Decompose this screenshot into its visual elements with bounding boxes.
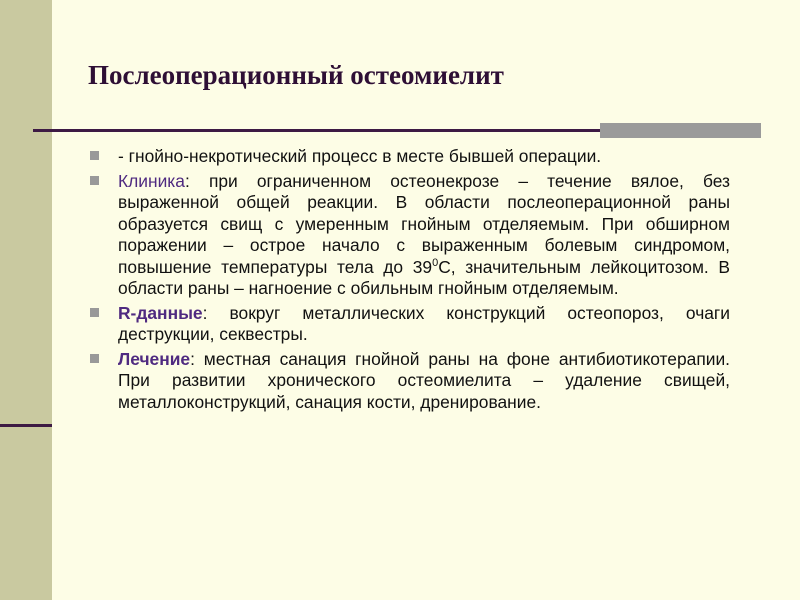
bullet-lead-treatment: Лечение <box>118 348 191 369</box>
bullet-text: : вокруг металлических конструкций остеопороз, очаги деструкции, секвестры. <box>118 302 730 344</box>
square-bullet-icon <box>90 176 99 185</box>
bullet-item-definition <box>90 146 730 168</box>
bullet-text-continued: С, значительным лейкоцитозом. В области раны – нагноение с обильным гнойным отделяемым. <box>118 256 730 298</box>
slide-title: Послеоперационный остеомиелит <box>88 60 504 90</box>
square-bullet-icon <box>90 354 99 363</box>
bullet-text: - гнойно-некротический процесс в месте бывшей операции. <box>118 146 602 166</box>
bullet-text: : местная санация гнойной раны на фоне антибиотикотерапии. При развитии хронического остеомиелита – удаление свищей, металлоконструкций, санация кости, дренирование. <box>118 348 730 412</box>
square-bullet-icon <box>90 308 99 317</box>
bullet-text: : при ограниченном остеонекрозе – течение вялое, без выраженной общей реакции. В области послеоперационной раны образуется свищ с умеренным гнойным отделяемым. При обширном поражении – острое начало с выраженным болевым синдромом, повышение температуры тела до 39 <box>118 170 730 277</box>
left-bar-divider-line <box>0 424 52 427</box>
bullet-item-clinic <box>90 171 730 300</box>
square-bullet-icon <box>90 151 99 160</box>
divider-accent-block <box>600 123 761 138</box>
bullet-lead-radiology: R-данные <box>118 302 203 323</box>
bullet-lead-clinic: Клиника <box>118 170 185 191</box>
left-decorative-bar <box>0 0 52 600</box>
bullet-item-treatment <box>90 349 730 414</box>
bullet-item-radiology <box>90 303 730 346</box>
slide-content <box>90 146 730 416</box>
degree-superscript: 0 <box>432 256 439 269</box>
